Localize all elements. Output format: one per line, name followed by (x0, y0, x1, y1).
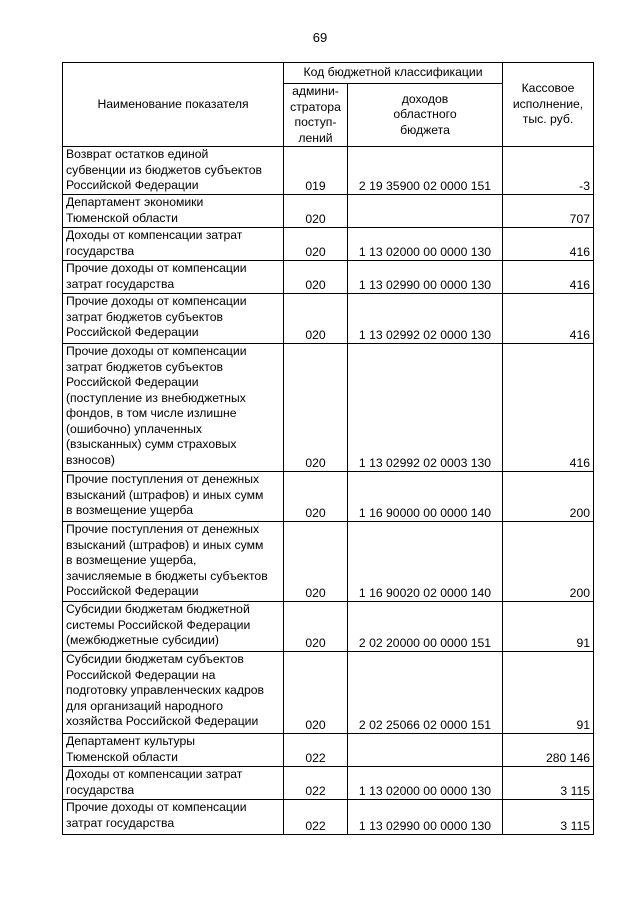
row-admin-cell: 020 (284, 261, 348, 294)
row-code-cell: 1 13 02000 00 0000 130 (348, 228, 503, 261)
table-row (63, 294, 594, 344)
row-admin-cell: 020 (284, 294, 348, 344)
row-name-cell: Субсидии бюджетам бюджетной системы Российской Федерации (межбюджетные субсидии) (63, 602, 284, 652)
row-amount-cell: 280 146 (503, 734, 594, 767)
header-revenue-code: доходов областного бюджета (348, 84, 503, 147)
table-row (63, 195, 594, 228)
table-row (63, 652, 594, 734)
row-amount-cell: 200 (503, 472, 594, 522)
row-amount-cell: 416 (503, 228, 594, 261)
row-amount-cell: -3 (503, 147, 594, 195)
row-admin-cell: 020 (284, 344, 348, 472)
table-body (63, 147, 594, 835)
row-admin-cell: 022 (284, 734, 348, 767)
row-admin-cell: 020 (284, 522, 348, 602)
row-name-cell: Субсидии бюджетам субъектов Российской Федерации на подготовку управленческих кадров для организаций народного хозяйства Российской Федерации (63, 652, 284, 734)
row-name-cell: Прочие доходы от компенсации затрат государства (63, 800, 284, 835)
row-code-cell (348, 195, 503, 228)
row-code-cell: 1 13 02990 00 0000 130 (348, 800, 503, 835)
row-admin-cell: 022 (284, 767, 348, 800)
row-code-cell (348, 734, 503, 767)
row-code-cell: 2 02 25066 02 0000 151 (348, 652, 503, 734)
row-name-cell: Доходы от компенсации затрат государства (63, 767, 284, 800)
row-admin-cell: 020 (284, 228, 348, 261)
header-indicator-name: Наименование показателя (63, 63, 284, 147)
header-administrator: админи- стратора поступ- лений (284, 84, 348, 147)
row-code-cell: 1 13 02000 00 0000 130 (348, 767, 503, 800)
table-row (63, 767, 594, 800)
header-code-group: Код бюджетной классификации (284, 63, 503, 84)
row-amount-cell: 3 115 (503, 767, 594, 800)
table-header (63, 63, 594, 147)
table-row (63, 522, 594, 602)
row-code-cell: 2 19 35900 02 0000 151 (348, 147, 503, 195)
row-amount-cell: 3 115 (503, 800, 594, 835)
row-name-cell: Департамент культуры Тюменской области (63, 734, 284, 767)
row-name-cell: Департамент экономики Тюменской области (63, 195, 284, 228)
row-admin-cell: 022 (284, 800, 348, 835)
row-code-cell: 1 13 02992 02 0000 130 (348, 294, 503, 344)
row-amount-cell: 200 (503, 522, 594, 602)
row-code-cell: 1 16 90000 00 0000 140 (348, 472, 503, 522)
row-admin-cell: 020 (284, 652, 348, 734)
table-row (63, 602, 594, 652)
row-name-cell: Возврат остатков единой субвенции из бюджетов субъектов Российской Федерации (63, 147, 284, 195)
row-amount-cell: 707 (503, 195, 594, 228)
row-amount-cell: 416 (503, 261, 594, 294)
table-row (63, 800, 594, 835)
row-admin-cell: 020 (284, 602, 348, 652)
row-code-cell: 2 02 20000 00 0000 151 (348, 602, 503, 652)
row-amount-cell: 91 (503, 602, 594, 652)
row-amount-cell: 416 (503, 294, 594, 344)
page-number: 69 (312, 30, 328, 45)
row-admin-cell: 019 (284, 147, 348, 195)
row-name-cell: Прочие поступления от денежных взысканий (штрафов) и иных сумм в возмещение ущерба (63, 472, 284, 522)
row-amount-cell: 416 (503, 344, 594, 472)
table-row (63, 344, 594, 472)
table-row (63, 147, 594, 195)
table-row (63, 228, 594, 261)
row-name-cell: Прочие поступления от денежных взысканий (штрафов) и иных сумм в возмещение ущерба, зачисляемые в бюджеты субъектов Российской Федерации (63, 522, 284, 602)
row-amount-cell: 91 (503, 652, 594, 734)
row-admin-cell: 020 (284, 472, 348, 522)
table-row (63, 472, 594, 522)
row-name-cell: Прочие доходы от компенсации затрат государства (63, 261, 284, 294)
table-row (63, 261, 594, 294)
row-code-cell: 1 13 02992 02 0003 130 (348, 344, 503, 472)
row-name-cell: Доходы от компенсации затрат государства (63, 228, 284, 261)
table-row (63, 734, 594, 767)
row-name-cell: Прочие доходы от компенсации затрат бюджетов субъектов Российской Федерации (63, 294, 284, 344)
row-code-cell: 1 16 90020 02 0000 140 (348, 522, 503, 602)
row-code-cell: 1 13 02990 00 0000 130 (348, 261, 503, 294)
header-cash-execution: Кассовое исполнение, тыс. руб. (503, 63, 594, 147)
row-name-cell: Прочие доходы от компенсации затрат бюджетов субъектов Российской Федерации (поступление из внебюджетных фондов, в том числе излишне (ошибочно) уплаченных (взысканных) сумм страховых взносов) (63, 344, 284, 472)
row-admin-cell: 020 (284, 195, 348, 228)
budget-table (62, 62, 594, 835)
